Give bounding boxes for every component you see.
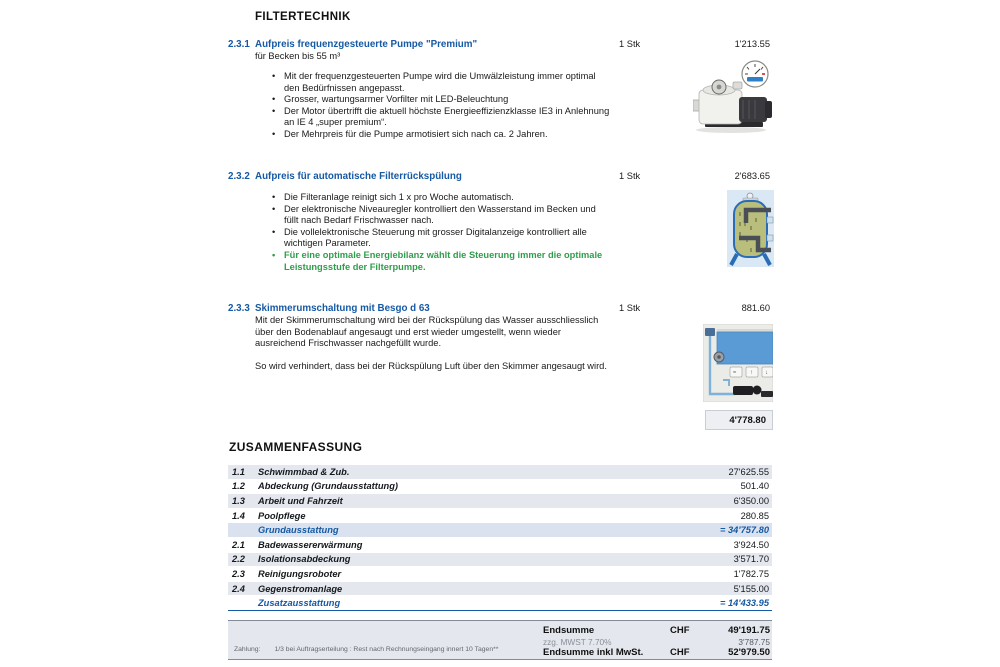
item-qty: 1 Stk: [619, 39, 641, 49]
item-title: Aufpreis für automatische Filterrückspülung: [255, 171, 462, 182]
total-incl-value: 52'979.50: [728, 646, 770, 658]
endsumme-row: [543, 625, 770, 636]
row-number: 1.2: [232, 481, 245, 492]
svg-text:↑: ↑: [750, 370, 753, 376]
section-subtotal: 4'778.80: [705, 410, 773, 430]
row-amount: 501.40: [740, 481, 769, 492]
table-row-subtotal: [228, 596, 772, 610]
total-incl-row: [543, 647, 770, 658]
row-label: Schwimmbad & Zub.: [258, 466, 350, 477]
table-row: [228, 553, 772, 567]
total-incl-label: Endsumme inkl MwSt.: [543, 646, 644, 658]
grand-total-box: [228, 620, 772, 660]
bullet-item: • Der Mehrpreis für die Pumpe armotisiert sich nach ca. 2 Jahren.: [268, 129, 610, 141]
row-number: 2.3: [232, 568, 245, 579]
table-row: [228, 465, 772, 479]
table-row: [228, 567, 772, 581]
row-number: 2.1: [232, 539, 245, 550]
svg-text:↓: ↓: [765, 370, 768, 376]
pump-photo: [693, 60, 777, 136]
row-amount: 6'350.00: [733, 495, 769, 506]
row-amount: 5'155.00: [733, 583, 769, 594]
item-qty: 1 Stk: [619, 303, 641, 313]
summary-heading: ZUSAMMENFASSUNG: [229, 440, 363, 454]
table-row: [228, 480, 772, 494]
svg-text:≈: ≈: [733, 370, 737, 376]
filtertechnik-heading: FILTERTECHNIK: [255, 11, 351, 23]
row-amount: 27'625.55: [728, 466, 769, 477]
row-label: Grundausstattung: [258, 525, 339, 536]
table-row: [228, 509, 772, 523]
highlight-bullet: • Für eine optimale Energiebilanz wählt die Steuerung immer die optimale Leistungsstufe der Filterpumpe.: [268, 250, 610, 273]
table-row: [228, 494, 772, 508]
summary-table: [228, 465, 772, 612]
item-price: 1'213.55: [734, 39, 770, 49]
row-label: Badewassererwärmung: [258, 539, 363, 550]
currency-label: CHF: [670, 625, 690, 636]
row-amount: 3'571.70: [733, 554, 769, 565]
bullet-item: • Die vollelektronische Steuerung mit grosser Digitalanzeige kontrolliert alle wichtigen Parameter.: [268, 227, 610, 250]
item-qty: 1 Stk: [619, 171, 641, 181]
bullet-list: [268, 192, 610, 273]
item-title: Aufpreis frequenzgesteuerte Pumpe "Premium": [255, 39, 478, 50]
row-label: Abdeckung (Grundausstattung): [258, 481, 398, 492]
row-amount: 280.85: [740, 510, 769, 521]
mwst-row: [543, 637, 770, 647]
mwst-label: zzg. MWST 7.70%: [543, 636, 612, 647]
item-price: 881.60: [741, 303, 770, 313]
bullet-item: • Die Filteranlage reinigt sich 1 x pro Woche automatisch.: [268, 192, 610, 204]
endsumme-label: Endsumme: [543, 625, 595, 636]
skimmer-diagram-image: [703, 324, 773, 402]
row-label: Zusatzausstattung: [258, 597, 341, 608]
bullet-item: • Mit der frequenzgesteuerten Pumpe wird die Umwälzleistung immer optimal den Bedürfnissen angepasst.: [268, 71, 610, 94]
currency-spacer: [670, 637, 708, 647]
item-number: 2.3.2: [228, 171, 250, 182]
row-amount: = 34'757.80: [720, 525, 769, 536]
row-label: Gegenstromanlage: [258, 583, 343, 594]
row-amount: = 14'433.95: [720, 597, 769, 608]
item-number: 2.3.3: [228, 303, 250, 314]
row-label: Poolpflege: [258, 510, 306, 521]
row-amount: 1'782.75: [733, 568, 769, 579]
row-number: 1.4: [232, 510, 245, 521]
payment-terms: 1/3 bei Auftragserteilung : Rest nach Rechnungseingang innert 10 Tagen**: [274, 646, 499, 653]
payment-terms-row: [234, 646, 498, 653]
row-number: 1.3: [232, 495, 245, 506]
item-paragraph: So wird verhindert, dass bei der Rückspülung Luft über den Skimmer angesaugt wird.: [255, 361, 607, 371]
row-label: Arbeit und Fahrzeit: [258, 495, 343, 506]
currency-label: CHF: [670, 646, 690, 658]
row-number: 2.2: [232, 554, 245, 565]
item-title: Skimmerumschaltung mit Besgo d 63: [255, 303, 430, 314]
bullet-list: [268, 71, 610, 141]
bullet-item: • Der Motor übertrifft die aktuell höchste Energieeffizienzklasse IE3 in Anlehnung an IE 4 „super premium“.: [268, 106, 610, 129]
row-amount: 3'924.50: [733, 539, 769, 550]
table-row: [228, 582, 772, 596]
mwst-value: 3'787.75: [738, 636, 770, 647]
row-label: Reinigungsroboter: [258, 568, 342, 579]
filter-tank-image: [727, 190, 774, 267]
bullet-item: • Grosser, wartungsarmer Vorfilter mit LED-Beleuchtung: [268, 94, 610, 106]
item-paragraph: Mit der Skimmerumschaltung wird bei der Rückspülung das Wasser ausschliesslich über den Bodenablauf angesaugt und erst wieder umgestellt, wenn wieder ausreichend Frischwasser nachgefüllt wurde.: [255, 315, 599, 349]
endsumme-value: 49'191.75: [728, 625, 770, 636]
row-number: 1.1: [232, 466, 245, 477]
item-subtitle: für Becken bis 55 m³: [255, 51, 341, 61]
item-price: 2'683.65: [734, 171, 770, 181]
pressure-gauge-icon: [742, 61, 768, 87]
payment-label: Zahlung:: [234, 646, 261, 653]
table-row-subtotal: [228, 523, 772, 537]
row-label: Isolationsabdeckung: [258, 554, 351, 565]
table-row: [228, 538, 772, 552]
item-number: 2.3.1: [228, 39, 250, 50]
bullet-item: • Der elektronische Niveauregler kontrolliert den Wasserstand im Becken und füllt nach Bedarf Frischwasser nach.: [268, 204, 610, 227]
row-number: 2.4: [232, 583, 245, 594]
